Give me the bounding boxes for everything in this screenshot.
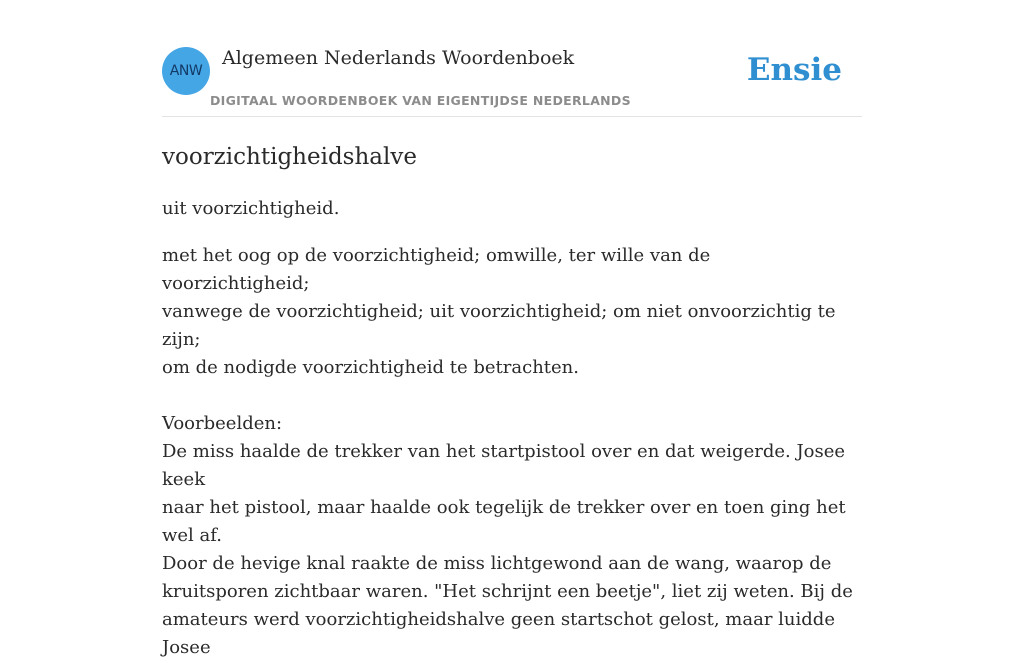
site-subtitle: DIGITAAL WOORDENBOEK VAN EIGENTIJDSE NEDERLANDS: [210, 93, 631, 108]
anw-logo[interactable]: ANW: [162, 47, 210, 95]
site-title[interactable]: Algemeen Nederlands Woordenboek: [222, 47, 575, 69]
ensie-logo-link[interactable]: Ensie: [746, 52, 842, 88]
long-definition: met het oog op de voorzichtigheid; omwille, ter wille van de voorzichtigheid; vanwege de voorzichtigheid; uit voorzichtigheid; om niet onvoorzichtig te zijn; om de nodigde voorzichtigheid te betrachten.: [162, 245, 836, 378]
examples-label: Voorbeelden:: [162, 413, 283, 434]
page: [162, 0, 862, 662]
page-title: voorzichtigheidshalve: [162, 144, 417, 170]
examples-text: De miss haalde de trekker van het startpistool over en dat weigerde. Josee keek naar het pistool, maar haalde ook tegelijk de trekker over en toen ging het wel af. Door de hevige knal raakte de miss lichtgewond aan de wang, waarop de kruitsporen zichtbaar waren. "Het schrijnt een beetje", liet zij weten. Bij de amateurs werd voorzichtigheidshalve geen startschot gelost, maar luidde Josee: [162, 441, 853, 658]
short-definition: uit voorzichtigheid.: [162, 198, 340, 219]
site-header: [162, 46, 862, 117]
